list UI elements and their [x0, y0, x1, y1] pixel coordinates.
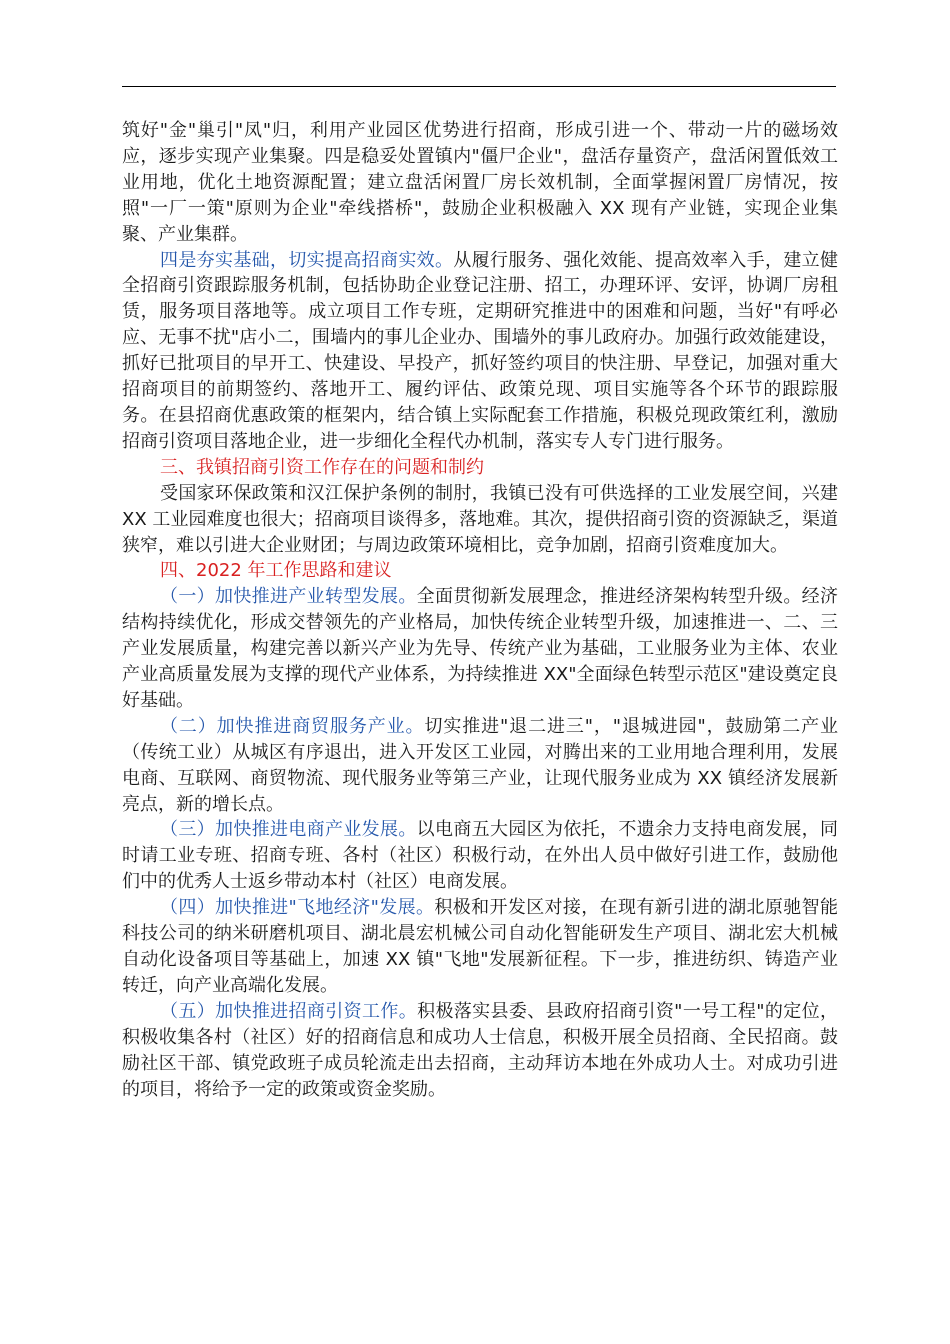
paragraph-2	[122, 248, 838, 455]
subheading-ecommerce: （三）加快推进电商产业发展。	[160, 819, 417, 841]
paragraph-text: 筑好"金"巢引"凤"归，利用产业园区优势进行招商，形成引进一个、带动一片的磁场效应，逐步实现产业集聚。四是稳妥处置镇内"僵尸企业"，盘活存量资产，盘活闲置低效工业用地，优化土地资源配置；建立盘活闲置厂房长效机制，全面掌握闲置厂房情况，按照"一厂一策"原则为企业"牵线搭桥"，鼓励企业积极融入 XX 现有产业链，实现企业集聚、产业集群。	[122, 120, 838, 245]
subheading-commerce-services: （二）加快推进商贸服务产业。	[160, 715, 425, 737]
paragraph-7	[122, 714, 838, 818]
subheading-solid-foundation: 四是夯实基础，切实提高招商实效。	[160, 249, 454, 271]
header-rule	[122, 86, 836, 87]
paragraph-text: 全面贯彻新发展理念，推进经济架构转型升级。经济结构持续优化，形成交替领先的产业格局，加快传统企业转型升级，加速推进一、二、三产业发展质量，构建完善以新兴产业为先导、传统产业为基础，工业服务业为主体、农业产业高质量发展为支撑的现代产业体系，为持续推进 XX"全面绿色转型示范区"建设奠定良好基础。	[122, 586, 839, 711]
paragraph-9	[122, 895, 838, 999]
subheading-investment-attraction: （五）加快推进招商引资工作。	[160, 1000, 418, 1022]
paragraph-text: 切实推进"退二进三"，"退城进园"，鼓励第二产业（传统工业）从城区有序退出，进入开发区工业园，对腾出来的工业用地合理利用，发展电商、互联网、商贸物流、现代服务业等第三产业，让现代服务业成为 XX 镇经济发展新亮点，新的增长点。	[122, 715, 839, 815]
document-body	[122, 118, 838, 1102]
section-heading-4	[122, 558, 838, 584]
paragraph-8	[122, 817, 838, 895]
subheading-industry-transformation: （一）加快推进产业转型发展。	[160, 586, 417, 608]
paragraph-1	[122, 118, 838, 248]
paragraph-4	[122, 481, 838, 559]
paragraph-6	[122, 584, 838, 714]
subheading-enclave-economy: （四）加快推进"飞地经济"发展。	[160, 897, 435, 919]
paragraph-text: 积极和开发区对接，在现有新引进的湖北原驰智能科技公司的纳米研磨机项目、湖北晨宏机械公司自动化智能研发生产项目、湖北宏大机械自动化设备项目等基础上，加速 XX 镇"飞地"发展新征程。下一步，推进纺织、铸造产业转迁，向产业高端化发展。	[122, 897, 838, 996]
paragraph-text: 积极落实县委、县政府招商引资"一号工程"的定位，积极收集各村（社区）好的招商信息和成功人士信息，积极开展全员招商、全民招商。鼓励社区干部、镇党政班子成员轮流走出去招商，主动拜访本地在外成功人士。对成功引进的项目，将给予一定的政策或资金奖励。	[122, 1000, 839, 1100]
section-heading-problems: 三、我镇招商引资工作存在的问题和制约	[160, 456, 484, 478]
section-heading-2022-plan: 四、2022 年工作思路和建议	[160, 560, 392, 582]
paragraph-text: 受国家环保政策和汉江保护条例的制肘，我镇已没有可供选择的工业发展空间，兴建 XX 工业园难度也很大；招商项目谈得多，落地难。其次，提供招商引资的资源缺乏，渠道狭窄，难以引进大企业财团；与周边政策环境相比，竞争加剧，招商引资难度加大。	[122, 482, 838, 556]
section-heading-3	[122, 455, 838, 481]
paragraph-text: 以电商五大园区为依托，不遗余力支持电商发展，同时请工业专班、招商专班、各村（社区）积极行动，在外出人员中做好引进工作，鼓励他们中的优秀人士返乡带动本村（社区）电商发展。	[122, 819, 839, 893]
paragraph-text: 从履行服务、强化效能、提高效率入手，建立健全招商引资跟踪服务机制，包括协助企业登记注册、招工，办理环评、安评，协调厂房租赁，服务项目落地等。成立项目工作专班，定期研究推进中的困难和问题，当好"有呼必应、无事不扰"店小二，围墙内的事儿企业办、围墙外的事儿政府办。加强行政效能建设，抓好已批项目的早开工、快建设、早投产，抓好签约项目的快注册、早登记，加强对重大招商项目的前期签约、落地开工、履约评估、政策兑现、项目实施等各个环节的跟踪服务。在县招商优惠政策的框架内，结合镇上实际配套工作措施，积极兑现政策红利，激励招商引资项目落地企业，进一步细化全程代办机制，落实专人专门进行服务。	[122, 249, 839, 452]
paragraph-10	[122, 999, 838, 1103]
